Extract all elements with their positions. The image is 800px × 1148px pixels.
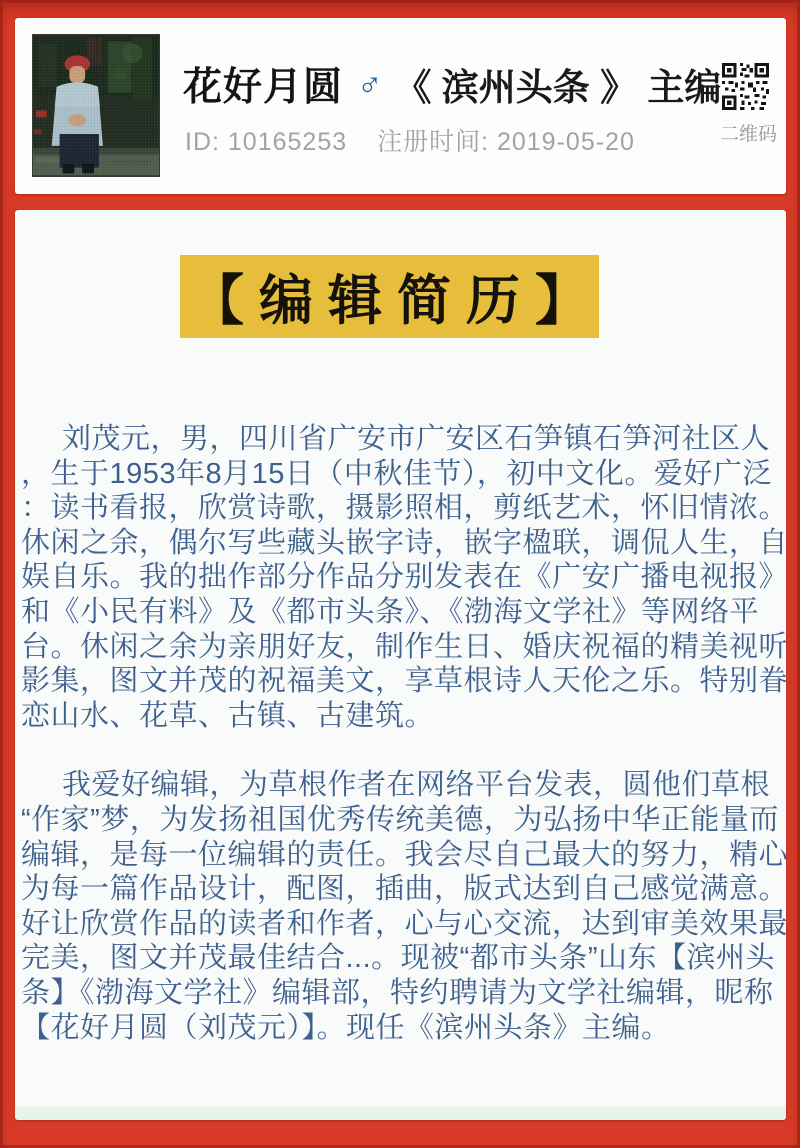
resume-card bbox=[15, 210, 789, 1120]
text-line: 我爱好编辑，为草根作者在网络平台发表，圆他们草根 bbox=[62, 769, 771, 802]
profile-name: 花好月圆 bbox=[183, 66, 344, 109]
avatar[interactable] bbox=[32, 34, 160, 177]
text-line: 娱自乐。我的拙作部分作品分别发表在《广安广播电视报》 bbox=[21, 561, 789, 594]
user-id: ID: 10165253 bbox=[185, 128, 348, 156]
text-line: 完美，图文并茂最佳结合...。现被“都市头条”山东【滨州头 bbox=[21, 942, 775, 975]
text-line: 为每一篇作品设计，配图，插曲，版式达到自己感觉满意。 bbox=[21, 873, 789, 906]
text-line: 条】《渤海文学社》编辑部，特约聘请为文学社编辑，昵称 bbox=[21, 976, 774, 1009]
qr-caption: 二维码 bbox=[720, 124, 778, 145]
qr-code-icon[interactable] bbox=[722, 63, 769, 110]
text-line: 休闲之余，偶尔写些藏头嵌字诗，嵌字楹联，调侃人生，自 bbox=[21, 526, 789, 559]
text-line: ：读书看报，欣赏诗歌，摄影照相，剪纸艺术，怀旧情浓。 bbox=[21, 492, 789, 525]
text-line: 【花好月圆（刘茂元）】。现任《滨州头条》主编。 bbox=[21, 1011, 671, 1044]
section-title: 【 编 辑 简 历 】 bbox=[180, 255, 599, 338]
text-line: 刘茂元，男，四川省广安市广安区石笋镇石笋河社区人 bbox=[62, 423, 771, 455]
text-line: 和《小民有料》及《都市头条》、《渤海文学社》等网络平 bbox=[21, 595, 760, 628]
text-line: 好让欣赏作品的读者和作者，心与心交流，达到审美效果最 bbox=[21, 907, 789, 940]
portrait-photo-icon bbox=[33, 35, 159, 176]
qr-block bbox=[720, 63, 778, 146]
org-title: 《 滨州头条 》 主编 bbox=[394, 67, 722, 108]
text-line: 编辑，是每一位编辑的责任。我会尽自己最大的努力，精心 bbox=[21, 838, 789, 871]
male-icon: ♂ bbox=[357, 64, 383, 103]
text-line: 影集，图文并茂的祝福美文，享草根诗人天伦之乐。特别眷 bbox=[21, 665, 789, 698]
profile-header-card bbox=[15, 18, 786, 194]
text-line: “作家”梦，为发扬祖国优秀传统美德，为弘扬中华正能量而 bbox=[21, 803, 779, 836]
resume-paragraph-2 bbox=[21, 768, 789, 1045]
profile-name-row bbox=[183, 58, 721, 110]
text-line: 恋山水、花草、古镇、古建筑。 bbox=[21, 699, 435, 732]
text-line: 台。休闲之余为亲朋好友，制作生日、婚庆祝福的精美视听 bbox=[21, 630, 789, 663]
resume-text bbox=[21, 422, 789, 1045]
text-line: ，生于1953年8月15日（中秋佳节），初中文化。爱好广泛 bbox=[21, 457, 772, 490]
profile-meta-row bbox=[185, 122, 657, 158]
resume-paragraph-1 bbox=[21, 422, 789, 733]
register-date: 注册时间: 2019-05-20 bbox=[377, 128, 635, 156]
